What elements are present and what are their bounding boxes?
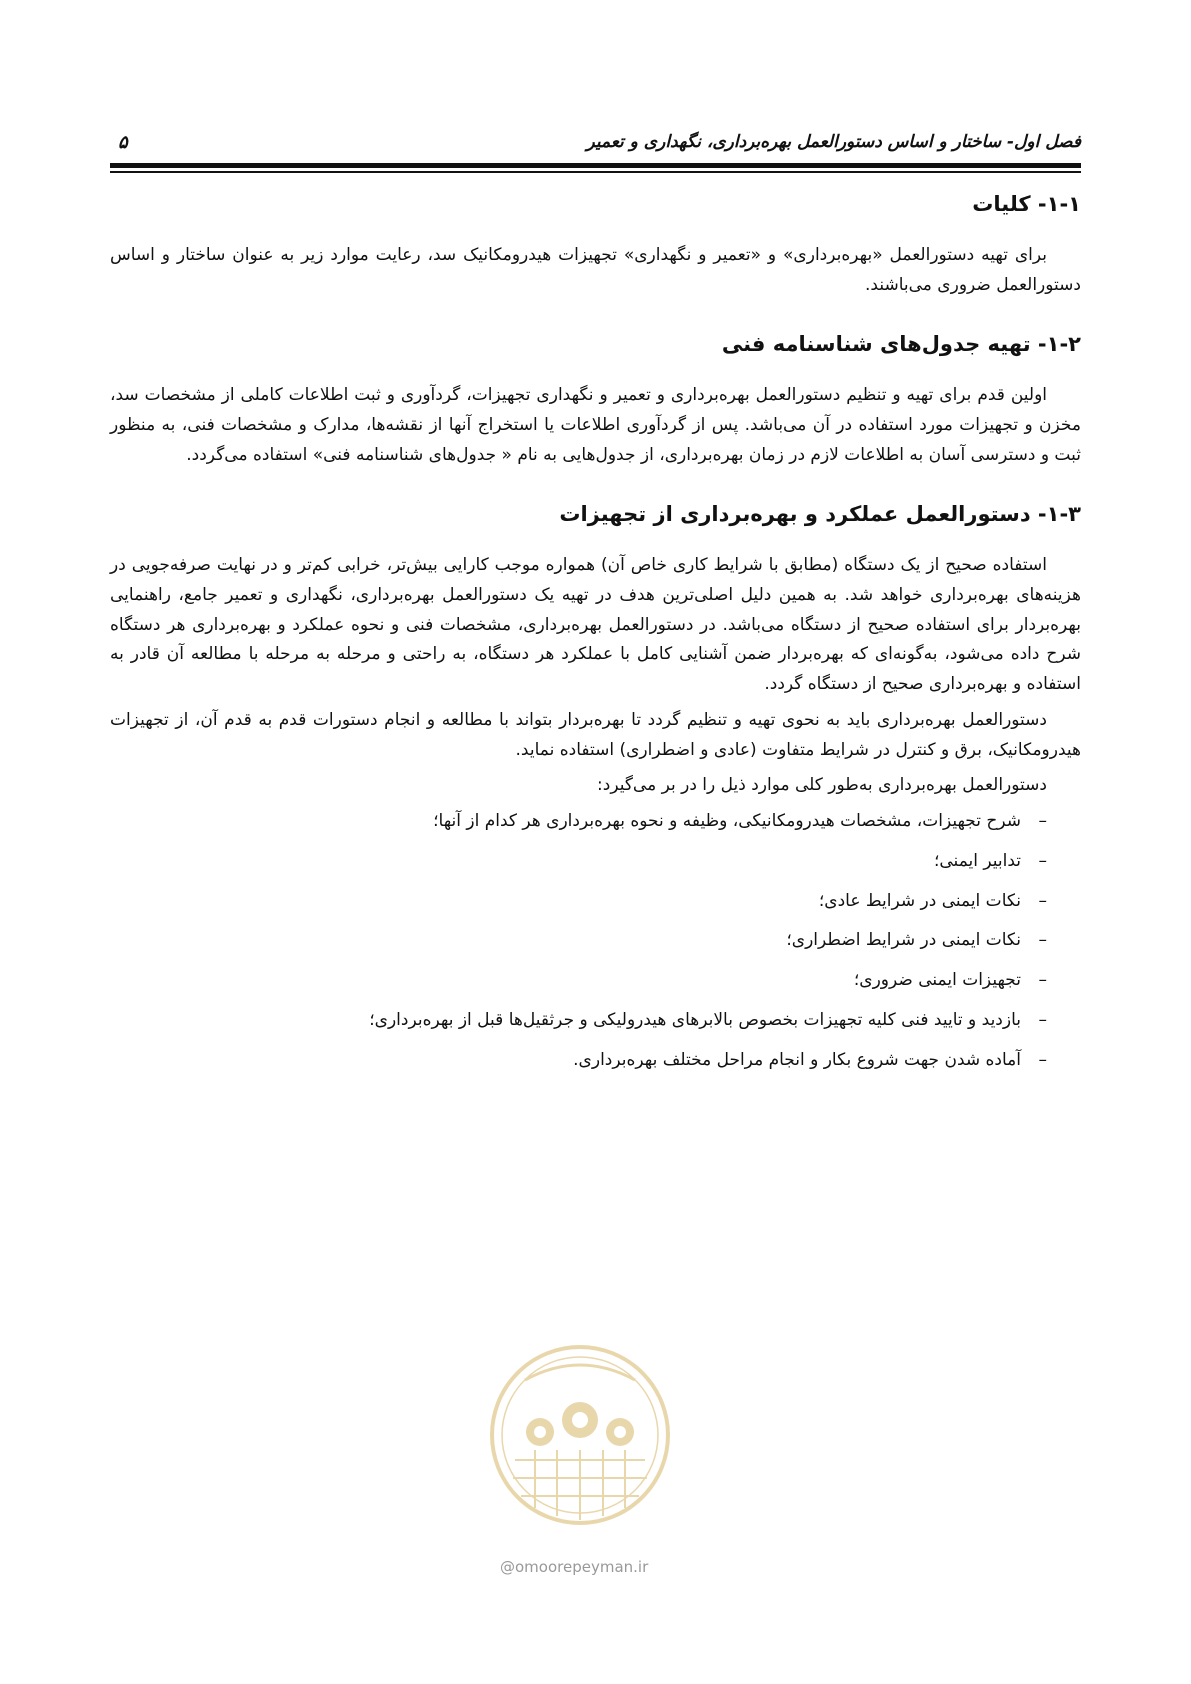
list-lead: دستورالعمل بهره‌برداری به‌طور کلی موارد ذیل را در بر می‌گیرد:	[597, 775, 1047, 796]
section-heading: ۱-۲- تهیه جدول‌های شناسنامه فنی	[721, 332, 1081, 357]
list-item	[110, 807, 1047, 837]
list-dash: –	[1038, 1049, 1047, 1070]
section-technical-id-tables	[110, 326, 1081, 470]
section-heading: ۱-۳- دستورالعمل عملکرد و بهره‌برداری از تجهیزات	[559, 502, 1081, 527]
body-paragraph: دستورالعمل بهره‌برداری باید به نحوی تهیه و تنظیم گردد تا بهره‌بردار بتواند با مطالعه و انجام دستورات قدم به قدم آن، از تجهیزات هیدرومکانیک، برق و کنترل در شرایط متفاوت (عادی و اضطراری) استفاده نماید.	[110, 709, 1081, 760]
section-general	[110, 186, 1081, 300]
list-item-text: آماده شدن جهت شروع بکار و انجام مراحل مختلف بهره‌برداری.	[573, 1049, 1021, 1070]
list-item-text: نکات ایمنی در شرایط اضطراری؛	[786, 930, 1021, 951]
list-item-text: بازدید و تایید فنی کلیه تجهیزات بخصوص بالابرهای هیدرولیکی و جرثقیل‌ها قبل از بهره‌برداری؛	[369, 1009, 1021, 1030]
watermark-url: @omoorepeyman.ir	[500, 1558, 649, 1576]
list-item-text: تدابیر ایمنی؛	[933, 850, 1021, 871]
list-dash: –	[1038, 1009, 1047, 1030]
list-item	[110, 1046, 1047, 1076]
list-item	[110, 926, 1047, 956]
list-dash: –	[1038, 890, 1047, 911]
body-paragraph: استفاده صحیح از یک دستگاه (مطابق با شرایط کاری خاص آن) همواره موجب کارایی بیش‌تر، خرابی کم‌تر و در نهایت صرفه‌جویی در هزینه‌های بهره‌برداری خواهد شد. به همین دلیل اصلی‌ترین هدف در تهیه یک دستورالعمل بهره‌برداری، نگهداری و تعمیر جامع، راهنمایی بهره‌بردار برای استفاده صحیح از دستگاه می‌باشد. در دستورالعمل بهره‌برداری، مشخصات فنی و نحوه عملکرد و بهره‌برداری هر دستگاه شرح داده می‌شود، به‌گونه‌ای که بهره‌بردار ضمن آشنایی کامل با عملکرد هر دستگاه، به راحتی و مرحله به مرحله با مطالعه آن قادر به استفاده و بهره‌برداری صحیح از دستگاه گردد.	[110, 555, 1081, 694]
list-item-text: تجهیزات ایمنی ضروری؛	[853, 970, 1021, 990]
header-title: فصل اول- ساختار و اساس دستورالعمل بهره‌برداری، نگهداری و تعمیر	[586, 132, 1081, 152]
list-dash: –	[1038, 850, 1047, 871]
list-dash: –	[1038, 970, 1047, 990]
list-item	[110, 847, 1047, 877]
header-rule-thin	[110, 171, 1081, 173]
page-number: ۵	[118, 132, 128, 153]
list-item	[110, 966, 1047, 996]
list-dash: –	[1038, 811, 1047, 831]
body-paragraph: برای تهیه دستورالعمل «بهره‌برداری» و «تعمیر و نگهداری» تجهیزات هیدرومکانیک سد، رعایت موارد زیر به عنوان ساختار و اساس دستورالعمل ضروری می‌باشند.	[110, 244, 1081, 295]
page-header	[110, 124, 1081, 160]
list-item	[110, 1006, 1047, 1036]
list-item	[110, 887, 1047, 917]
instruction-list	[110, 807, 1081, 1075]
list-item-text: شرح تجهیزات، مشخصات هیدرومکانیکی، وظیفه و نحوه بهره‌برداری هر کدام از آنها؛	[433, 811, 1021, 831]
list-dash: –	[1038, 930, 1047, 951]
body-paragraph: اولین قدم برای تهیه و تنظیم دستورالعمل بهره‌برداری و تعمیر و نگهداری تجهیزات، گردآوری و ثبت اطلاعات کاملی از مشخصات سد، مخزن و تجهیزات مورد استفاده در آن می‌باشد. پس از گردآوری اطلاعات یا استخراج آنها از نقشه‌ها، مدارک و مشخصات فنی، به منظور ثبت و دسترسی آسان به اطلاعات لازم در زمان بهره‌برداری، از جدول‌هایی به نام « جدول‌های شناسنامه فنی» استفاده می‌گردد.	[110, 385, 1081, 465]
page-content	[110, 186, 1081, 1101]
list-item-text: نکات ایمنی در شرایط عادی؛	[818, 890, 1021, 911]
watermark-logo	[485, 1340, 675, 1530]
section-operation-instructions	[110, 496, 1081, 1075]
section-heading: ۱-۱- کلیات	[972, 192, 1081, 216]
header-rule-thick	[110, 163, 1081, 168]
